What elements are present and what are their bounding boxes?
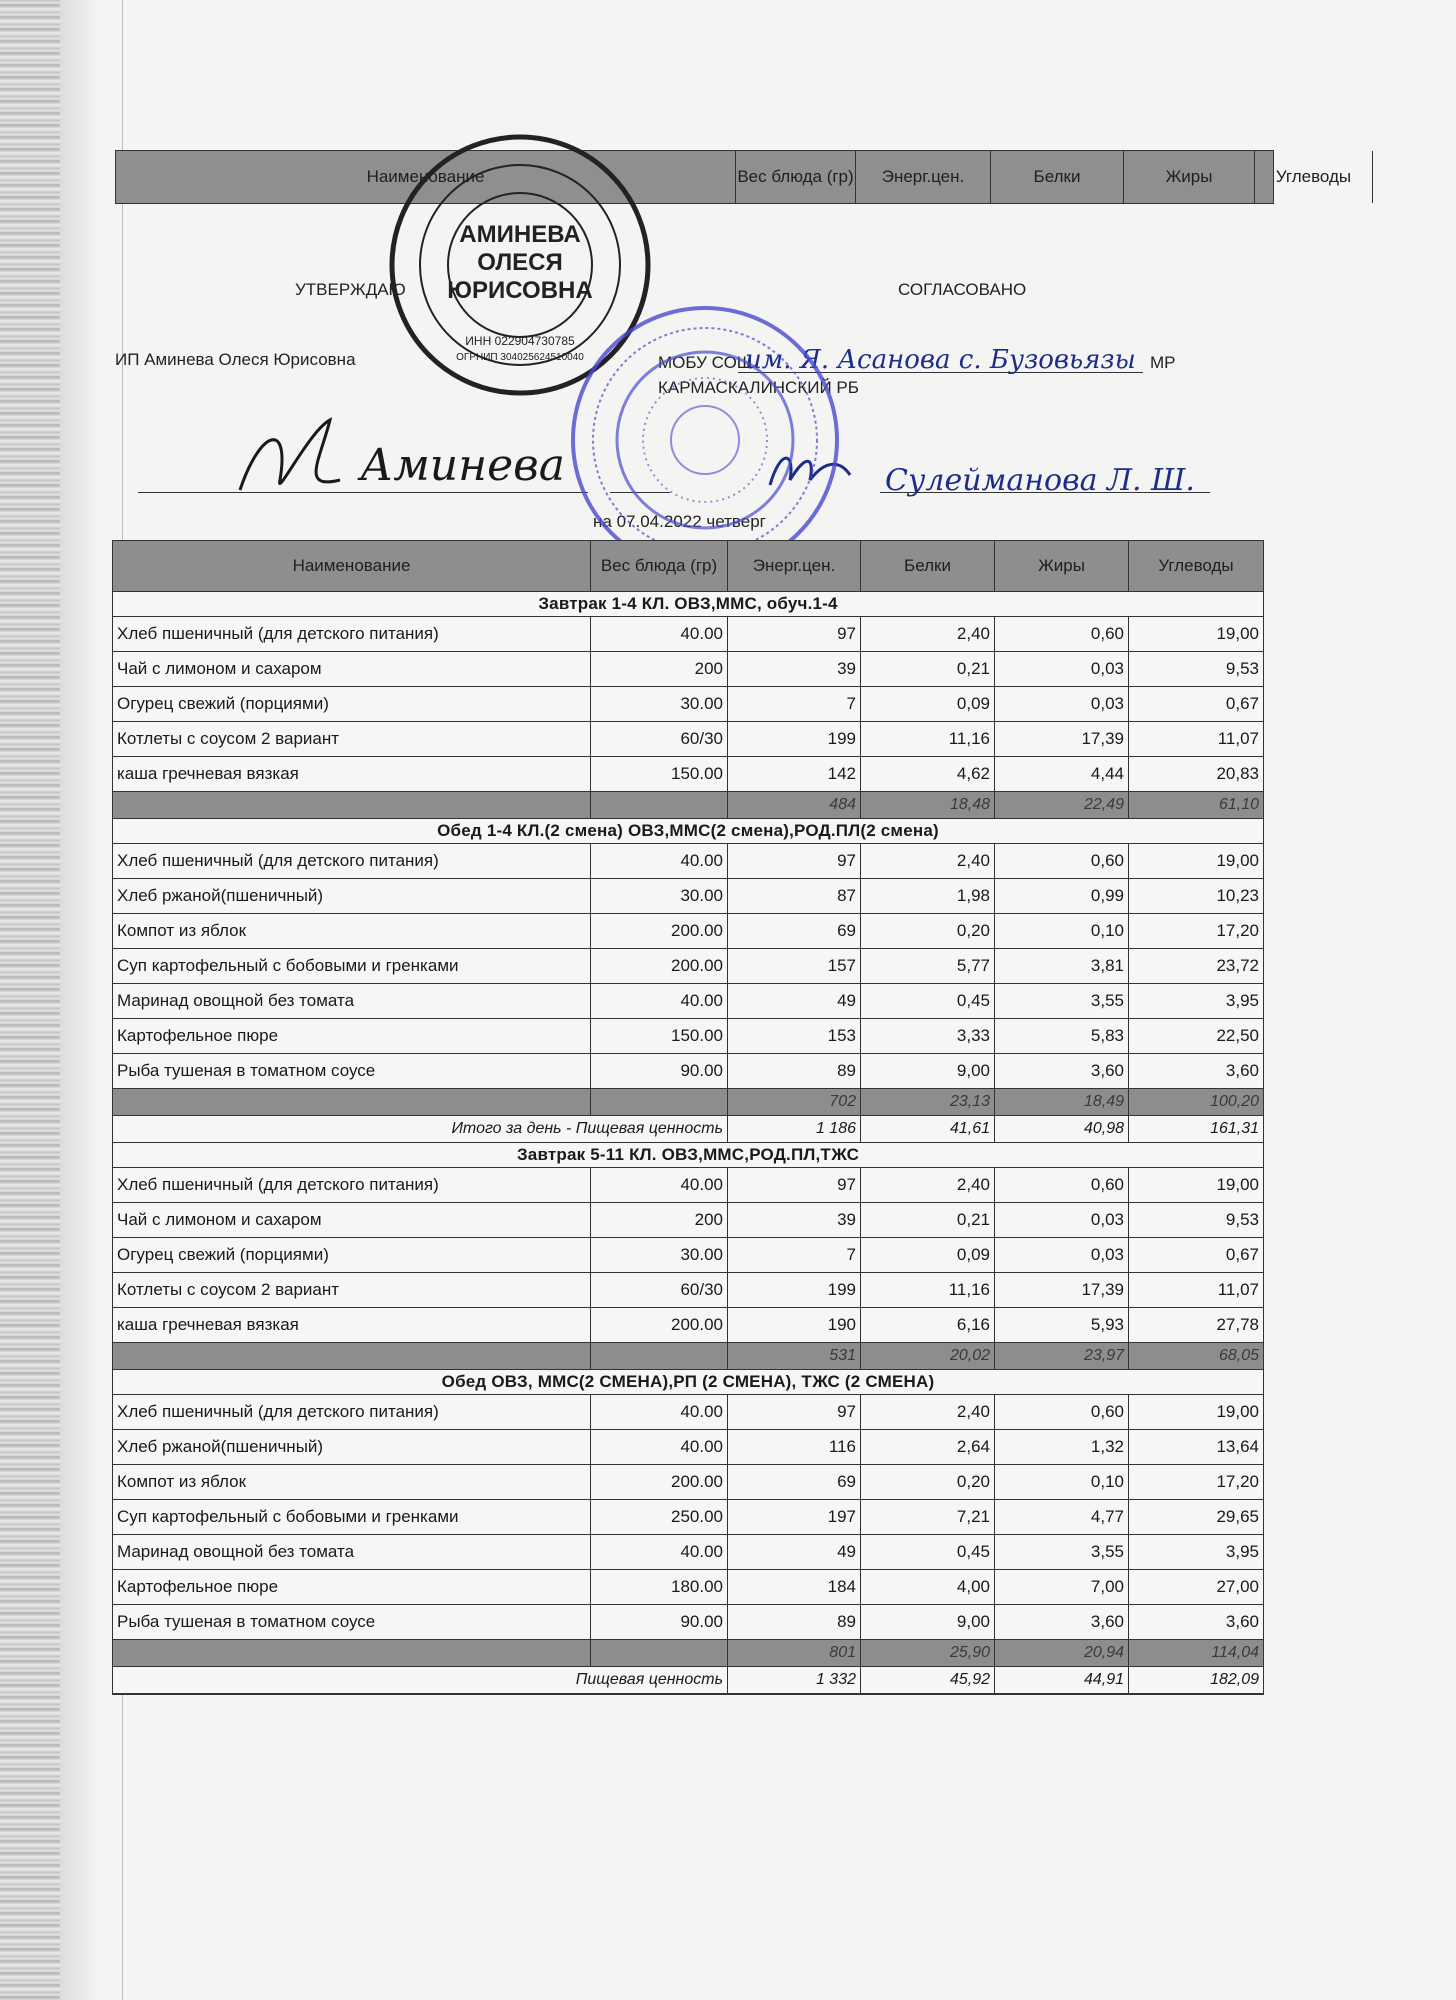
cell-value: 0,10 — [995, 914, 1129, 948]
sum-value: 23,13 — [861, 1089, 995, 1115]
cell-value: 69 — [728, 1465, 861, 1499]
sum-blank — [113, 1089, 591, 1115]
cell-value: 60/30 — [591, 722, 728, 756]
cell-value: 157 — [728, 949, 861, 983]
cell-value: 9,00 — [861, 1605, 995, 1639]
cell-value: 29,65 — [1216, 1507, 1259, 1526]
dish-name: Рыба тушеная в томатном соусе — [113, 1054, 591, 1088]
cell-value: 200.00 — [591, 949, 728, 983]
agree-org-line1: МОБУ СОШ — [658, 353, 753, 372]
sum-value: 68,05 — [1218, 1347, 1259, 1364]
sum-blank — [591, 792, 728, 818]
cell-value: 40.00 — [591, 617, 728, 651]
cell-value: 9,53 — [1225, 659, 1259, 678]
cell-value: 97 — [728, 617, 861, 651]
th-name: Наименование — [113, 541, 591, 591]
table-row — [113, 879, 1263, 914]
table-row — [113, 1168, 1263, 1203]
approve-org: ИП Аминева Олеся Юрисовна — [115, 350, 356, 369]
table-row — [113, 1238, 1263, 1273]
dish-name: Хлеб пшеничный (для детского питания) — [113, 1168, 591, 1202]
cell-value: 0,67 — [1225, 694, 1259, 713]
cell-value: 2,64 — [861, 1430, 995, 1464]
sum-value: 25,90 — [861, 1640, 995, 1666]
sum-value: 18,48 — [861, 792, 995, 818]
cell-value: 0,60 — [995, 1395, 1129, 1429]
dish-name: Котлеты с соусом 2 вариант — [113, 722, 591, 756]
cell-value: 200.00 — [591, 1308, 728, 1342]
col-name: Наименование — [116, 151, 736, 203]
table-row — [113, 1054, 1263, 1089]
sum-value: 18,49 — [995, 1089, 1129, 1115]
cell-value: 17,20 — [1216, 921, 1259, 940]
cell-value: 6,16 — [861, 1308, 995, 1342]
cell-value: 2,40 — [861, 617, 995, 651]
cell-value: 3,55 — [995, 1535, 1129, 1569]
handwriting-name-text: Сулейманова Л. Ш. — [885, 463, 1195, 498]
table-row — [113, 844, 1263, 879]
col-protein: Белки — [991, 151, 1124, 203]
cell-value: 19,00 — [1216, 1402, 1259, 1421]
top-header-strip — [115, 150, 1352, 204]
table-row — [113, 914, 1263, 949]
cell-value: 49 — [728, 1535, 861, 1569]
cell-value: 0,10 — [995, 1465, 1129, 1499]
th-carbs: Углеводы — [1158, 556, 1234, 575]
table-row — [113, 1535, 1263, 1570]
dish-name: Рыба тушеная в томатном соусе — [113, 1605, 591, 1639]
cell-value: 49 — [728, 984, 861, 1018]
cell-value: 7,00 — [995, 1570, 1129, 1604]
table-row — [113, 1605, 1263, 1640]
handwriting-name — [880, 452, 1220, 502]
cell-value: 4,00 — [861, 1570, 995, 1604]
handwriting-school-text: им. Я. Асанова с. Бузовьязы — [745, 345, 1136, 375]
total-value: 161,31 — [1210, 1120, 1259, 1137]
cell-value: 0,09 — [861, 687, 995, 721]
total-value: 1 186 — [728, 1116, 861, 1142]
total-label: Итого за день - Пищевая ценность — [113, 1116, 728, 1142]
dish-name: Маринад овощной без томата — [113, 984, 591, 1018]
daily-total-row — [113, 1116, 1263, 1143]
table-row — [113, 1430, 1263, 1465]
seal-ogrn: ОГРНИП 304025624510040 — [456, 352, 584, 363]
table-row — [113, 1500, 1263, 1535]
cell-value: 0,20 — [861, 914, 995, 948]
sum-value: 702 — [728, 1089, 861, 1115]
table-row — [113, 1019, 1263, 1054]
cell-value: 0,99 — [995, 879, 1129, 913]
cell-value: 40.00 — [591, 1430, 728, 1464]
cell-value: 3,55 — [995, 984, 1129, 1018]
total-value: 1 332 — [728, 1667, 861, 1693]
cell-value: 5,77 — [861, 949, 995, 983]
cell-value: 3,60 — [995, 1605, 1129, 1639]
cell-value: 3,81 — [995, 949, 1129, 983]
scan-edge-gradient — [60, 0, 100, 2000]
sum-blank — [591, 1640, 728, 1666]
cell-value: 7 — [728, 687, 861, 721]
cell-value: 11,16 — [861, 1273, 995, 1307]
dish-name: Компот из яблок — [113, 914, 591, 948]
th-protein: Белки — [861, 541, 995, 591]
cell-value: 11,07 — [1217, 729, 1259, 748]
table-row — [113, 1570, 1263, 1605]
dish-name: Хлеб пшеничный (для детского питания) — [113, 844, 591, 878]
cell-value: 0,03 — [995, 687, 1129, 721]
cell-value: 2,40 — [861, 1395, 995, 1429]
sum-blank — [113, 1640, 591, 1666]
cell-value: 19,00 — [1216, 624, 1259, 643]
sum-value: 61,10 — [1218, 796, 1259, 813]
cell-value: 3,60 — [1225, 1612, 1259, 1631]
cell-value: 1,32 — [995, 1430, 1129, 1464]
cell-value: 0,60 — [995, 844, 1129, 878]
cell-value: 5,93 — [995, 1308, 1129, 1342]
total-value: 41,61 — [861, 1116, 995, 1142]
table-row — [113, 722, 1263, 757]
col-weight: Вес блюда (гр) — [736, 151, 856, 203]
cell-value: 0,03 — [995, 652, 1129, 686]
sum-value: 801 — [728, 1640, 861, 1666]
cell-value: 1,98 — [861, 879, 995, 913]
cell-value: 40.00 — [591, 1535, 728, 1569]
section-sum-row — [113, 1640, 1263, 1667]
total-value: 40,98 — [995, 1116, 1129, 1142]
sum-blank — [113, 792, 591, 818]
section-title: Обед 1-4 КЛ.(2 смена) ОВЗ,ММС(2 смена),РОД.ПЛ(2 смена) — [113, 819, 1263, 844]
dish-name: Чай с лимоном и сахаром — [113, 652, 591, 686]
cell-value: 97 — [728, 1168, 861, 1202]
dish-name: Суп картофельный с бобовыми и гренками — [113, 949, 591, 983]
cell-value: 17,39 — [995, 1273, 1129, 1307]
cell-value: 2,40 — [861, 844, 995, 878]
cell-value: 0,45 — [861, 1535, 995, 1569]
table-body — [113, 592, 1263, 1694]
dish-name: Картофельное пюре — [113, 1570, 591, 1604]
sum-blank — [591, 1089, 728, 1115]
cell-value: 97 — [728, 844, 861, 878]
cell-value: 200.00 — [591, 914, 728, 948]
section-title: Завтрак 5-11 КЛ. ОВЗ,ММС,РОД.ПЛ,ТЖС — [113, 1143, 1263, 1168]
cell-value: 60/30 — [591, 1273, 728, 1307]
cell-value: 7,21 — [861, 1500, 995, 1534]
cell-value: 90.00 — [591, 1054, 728, 1088]
cell-value: 0,21 — [861, 652, 995, 686]
sum-value: 484 — [728, 792, 861, 818]
cell-value: 87 — [728, 879, 861, 913]
signature-left-text: Аминева — [360, 440, 566, 491]
total-value: 44,91 — [995, 1667, 1129, 1693]
cell-value: 22,50 — [1216, 1026, 1259, 1045]
section-title: Завтрак 1-4 КЛ. ОВЗ,ММС, обуч.1-4 — [113, 592, 1263, 617]
dish-name: Картофельное пюре — [113, 1019, 591, 1053]
sum-value: 100,20 — [1210, 1093, 1259, 1110]
cell-value: 27,00 — [1216, 1577, 1259, 1596]
cell-value: 0,21 — [861, 1203, 995, 1237]
cell-value: 17,39 — [995, 722, 1129, 756]
cell-value: 69 — [728, 914, 861, 948]
seal-inn: ИНН 022904730785 — [465, 334, 575, 348]
cell-value: 9,00 — [861, 1054, 995, 1088]
total-label: Пищевая ценность — [113, 1667, 728, 1693]
cell-value: 3,95 — [1225, 1542, 1259, 1561]
cell-value: 40.00 — [591, 1395, 728, 1429]
cell-value: 7 — [728, 1238, 861, 1272]
daily-total-row — [113, 1667, 1263, 1694]
cell-value: 39 — [728, 652, 861, 686]
cell-value: 0,03 — [995, 1203, 1129, 1237]
menu-table — [112, 540, 1264, 1695]
cell-value: 0,45 — [861, 984, 995, 1018]
cell-value: 40.00 — [591, 1168, 728, 1202]
cell-value: 40.00 — [591, 844, 728, 878]
section-sum-row — [113, 1089, 1263, 1116]
cell-value: 197 — [728, 1500, 861, 1534]
sum-blank — [113, 1343, 591, 1369]
cell-value: 142 — [728, 757, 861, 791]
cell-value: 2,40 — [861, 1168, 995, 1202]
table-row — [113, 1465, 1263, 1500]
sum-value: 23,97 — [995, 1343, 1129, 1369]
dish-name: Хлеб ржаной(пшеничный) — [113, 879, 591, 913]
cell-value: 27,78 — [1216, 1315, 1259, 1334]
dish-name: Компот из яблок — [113, 1465, 591, 1499]
cell-value: 89 — [728, 1054, 861, 1088]
cell-value: 90.00 — [591, 1605, 728, 1639]
dish-name: Хлеб пшеничный (для детского питания) — [113, 1395, 591, 1429]
cell-value: 30.00 — [591, 687, 728, 721]
cell-value: 13,64 — [1216, 1437, 1259, 1456]
total-value: 45,92 — [861, 1667, 995, 1693]
cell-value: 200 — [591, 652, 728, 686]
cell-value: 89 — [728, 1605, 861, 1639]
cell-value: 150.00 — [591, 1019, 728, 1053]
table-row — [113, 652, 1263, 687]
dish-name: Котлеты с соусом 2 вариант — [113, 1273, 591, 1307]
sum-value: 22,49 — [995, 792, 1129, 818]
cell-value: 97 — [728, 1395, 861, 1429]
table-row — [113, 1308, 1263, 1343]
cell-value: 20,83 — [1216, 764, 1259, 783]
cell-value: 3,60 — [1225, 1061, 1259, 1080]
dish-name: Хлеб ржаной(пшеничный) — [113, 1430, 591, 1464]
cell-value: 184 — [728, 1570, 861, 1604]
cell-value: 0,67 — [1225, 1245, 1259, 1264]
cell-value: 23,72 — [1216, 956, 1259, 975]
cell-value: 4,62 — [861, 757, 995, 791]
cell-value: 30.00 — [591, 1238, 728, 1272]
cell-value: 150.00 — [591, 757, 728, 791]
agree-suffix: МР — [1150, 353, 1176, 372]
cell-value: 0,09 — [861, 1238, 995, 1272]
cell-value: 116 — [728, 1430, 861, 1464]
table-row — [113, 949, 1263, 984]
dish-name: Суп картофельный с бобовыми и гренками — [113, 1500, 591, 1534]
cell-value: 5,83 — [995, 1019, 1129, 1053]
seal-center-line-2: ОЛЕСЯ — [477, 249, 563, 276]
agree-label: СОГЛАСОВАНО — [898, 280, 1027, 299]
table-row — [113, 1395, 1263, 1430]
sum-value: 531 — [728, 1343, 861, 1369]
dish-name: Маринад овощной без томата — [113, 1535, 591, 1569]
dish-name: каша гречневая вязкая — [113, 1308, 591, 1342]
cell-value: 180.00 — [591, 1570, 728, 1604]
cell-value: 153 — [728, 1019, 861, 1053]
approve-label: УТВЕРЖДАЮ — [295, 280, 406, 299]
date-line: на 07.04.2022 четверг — [593, 512, 766, 531]
col-carbs: Углеводы — [1255, 151, 1373, 203]
sum-value: 20,94 — [995, 1640, 1129, 1666]
sum-blank — [591, 1343, 728, 1369]
table-row — [113, 687, 1263, 722]
th-weight: Вес блюда (гр) — [591, 541, 728, 591]
section-sum-row — [113, 1343, 1263, 1370]
dish-name: Хлеб пшеничный (для детского питания) — [113, 617, 591, 651]
cell-value: 200.00 — [591, 1465, 728, 1499]
seal-center-line-1: АМИНЕВА — [459, 221, 581, 248]
col-fat: Жиры — [1124, 151, 1255, 203]
cell-value: 3,33 — [861, 1019, 995, 1053]
dish-name: Огурец свежий (порциями) — [113, 1238, 591, 1272]
cell-value: 19,00 — [1216, 851, 1259, 870]
cell-value: 190 — [728, 1308, 861, 1342]
cell-value: 4,44 — [995, 757, 1129, 791]
table-row — [113, 1273, 1263, 1308]
cell-value: 9,53 — [1225, 1210, 1259, 1229]
cell-value: 4,77 — [995, 1500, 1129, 1534]
cell-value: 17,20 — [1216, 1472, 1259, 1491]
seal-center-line-3: ЮРИСОВНА — [447, 277, 593, 304]
cell-value: 3,60 — [995, 1054, 1129, 1088]
section-title: Обед ОВЗ, ММС(2 СМЕНА),РП (2 СМЕНА), ТЖС (2 СМЕНА) — [113, 1370, 1263, 1395]
dish-name: Чай с лимоном и сахаром — [113, 1203, 591, 1237]
th-energy: Энерг.цен. — [728, 541, 861, 591]
cell-value: 0,03 — [995, 1238, 1129, 1272]
cell-value: 250.00 — [591, 1500, 728, 1534]
col-energy: Энерг.цен. — [856, 151, 991, 203]
cell-value: 3,95 — [1225, 991, 1259, 1010]
cell-value: 0,60 — [995, 617, 1129, 651]
cell-value: 39 — [728, 1203, 861, 1237]
table-row — [113, 757, 1263, 792]
total-value: 182,09 — [1210, 1671, 1259, 1688]
table-header — [113, 541, 1263, 592]
th-fat: Жиры — [995, 541, 1129, 591]
table-row — [113, 984, 1263, 1019]
dish-name: каша гречневая вязкая — [113, 757, 591, 791]
agree-org-line2: КАРМАСКАЛИНСКИЙ РБ — [658, 378, 859, 397]
cell-value: 199 — [728, 1273, 861, 1307]
cell-value: 11,07 — [1217, 1280, 1259, 1299]
cell-value: 11,16 — [861, 722, 995, 756]
cell-value: 40.00 — [591, 984, 728, 1018]
sum-value: 114,04 — [1211, 1644, 1259, 1661]
sum-value: 20,02 — [861, 1343, 995, 1369]
round-seal-school — [565, 300, 845, 580]
section-sum-row — [113, 792, 1263, 819]
cell-value: 19,00 — [1216, 1175, 1259, 1194]
scan-edge-shadow — [0, 0, 60, 2000]
cell-value: 200 — [591, 1203, 728, 1237]
table-row — [113, 1203, 1263, 1238]
cell-value: 0,60 — [995, 1168, 1129, 1202]
cell-value: 30.00 — [591, 879, 728, 913]
cell-value: 10,23 — [1216, 886, 1259, 905]
cell-value: 0,20 — [861, 1465, 995, 1499]
dish-name: Огурец свежий (порциями) — [113, 687, 591, 721]
cell-value: 199 — [728, 722, 861, 756]
table-row — [113, 617, 1263, 652]
